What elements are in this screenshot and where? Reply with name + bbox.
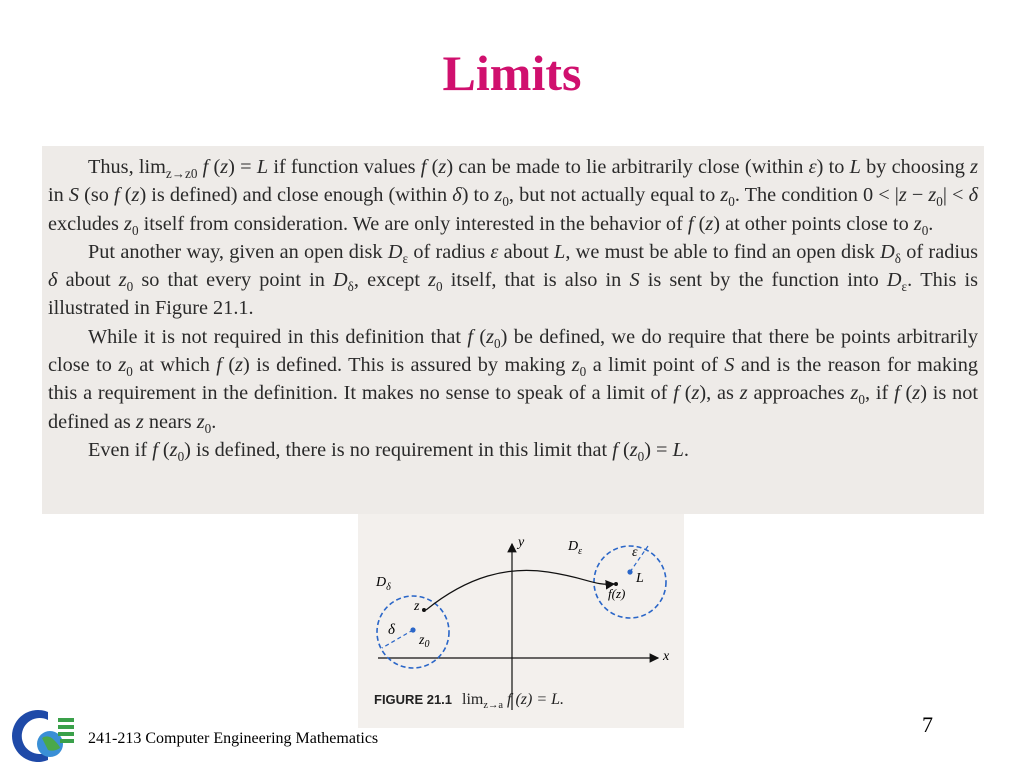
text: . The condition 0 < | <box>734 184 899 207</box>
text: ) = <box>228 156 257 178</box>
math-symbol: f <box>202 156 209 178</box>
text: a limit point of <box>586 354 725 377</box>
math-symbol: L <box>256 156 269 178</box>
subscript: 0 <box>637 449 645 465</box>
page-number: 7 <box>922 712 933 737</box>
math-symbol: f <box>673 382 679 405</box>
text: ) is defined, there is no requirement in this limit that <box>184 438 613 461</box>
text: ( <box>119 184 132 207</box>
slide-title: Limits <box>442 45 582 101</box>
math-symbol: z <box>196 410 205 433</box>
text: ) be defined, we do require that there be points arbitrarily close to <box>48 325 978 377</box>
math-symbol: z <box>428 269 437 292</box>
math-symbol: S <box>629 269 640 292</box>
text: in <box>48 184 69 207</box>
math-symbol: z <box>912 382 921 405</box>
text: , but not actually equal to <box>508 184 721 207</box>
text: ( <box>157 438 170 461</box>
text: ) at other points close to <box>713 212 914 235</box>
text: is sent by the function into <box>639 269 887 292</box>
text: Thus, lim <box>88 156 166 178</box>
d-epsilon-label: $D_\varepsilon$ <box>568 539 583 557</box>
subscript: 0 <box>502 194 509 210</box>
caption-formula: f (z) = L. <box>503 691 565 708</box>
text: ( <box>472 325 487 348</box>
paragraph-no-requirement <box>48 436 978 464</box>
text: ( <box>678 382 692 405</box>
math-symbol: δ <box>452 184 462 207</box>
disk-d-epsilon <box>594 546 666 618</box>
math-symbol: z <box>850 382 859 405</box>
text: , except <box>353 269 429 292</box>
math-symbol: z <box>169 438 178 461</box>
subscript: 0 <box>494 335 501 351</box>
text: . This is illustrated in Figure 21.1. <box>48 269 979 320</box>
math-symbol: S <box>724 354 735 377</box>
text: − <box>906 184 929 207</box>
text: ) can be made to lie arbitrarily close (within <box>446 156 809 178</box>
subscript: 0 <box>177 449 185 465</box>
text: . <box>928 212 934 235</box>
subscript: 0 <box>436 279 443 295</box>
text: ( <box>221 354 236 377</box>
subscript: 0 <box>936 194 943 210</box>
math-symbol: z <box>135 410 144 433</box>
math-symbol: z <box>131 184 140 207</box>
math-symbol: S <box>68 184 80 207</box>
text: , if <box>864 382 895 405</box>
subscript: 0 <box>204 420 212 436</box>
subscript: 0 <box>858 392 865 408</box>
math-symbol: z <box>913 212 922 235</box>
math-symbol: z <box>124 212 132 235</box>
math-symbol: D <box>886 269 902 292</box>
text: about <box>498 240 555 263</box>
x-axis-label: x <box>663 649 670 664</box>
z-label: z <box>414 599 420 614</box>
text: of radius <box>900 240 979 263</box>
text: ) = <box>644 438 673 461</box>
scanned-text-block <box>42 146 984 514</box>
subscript: 0 <box>921 222 929 238</box>
text: ( <box>208 156 221 178</box>
math-symbol: ε <box>490 240 499 263</box>
math-symbol: δ <box>968 184 979 207</box>
math-symbol: z <box>235 354 244 377</box>
epsilon-symbol: ε <box>632 545 638 560</box>
d-delta-label: $D_\delta$ <box>376 575 391 593</box>
caption-subscript: z→a <box>483 700 503 712</box>
math-symbol: z <box>118 354 127 377</box>
math-symbol: f <box>114 184 120 207</box>
math-symbol: f <box>467 325 473 348</box>
text: if function values <box>268 156 421 178</box>
text: ), as <box>699 382 740 405</box>
math-symbol: D <box>333 269 348 292</box>
figure-caption <box>374 691 565 712</box>
text: and is the reason for making this a requirement in the definition. It makes no sense to speak of a limit of <box>48 354 978 405</box>
paragraph-defined-requirement <box>48 323 978 436</box>
math-symbol: L <box>849 156 861 178</box>
math-symbol: f <box>894 382 900 405</box>
subscript: 0 <box>728 194 735 210</box>
text: ( <box>899 382 913 405</box>
subscript: ε <box>901 279 908 295</box>
text: ( <box>426 156 439 178</box>
math-symbol: z <box>691 382 700 405</box>
text: ( <box>617 438 630 461</box>
text: so that every point in <box>133 269 333 292</box>
math-symbol: f <box>216 354 222 377</box>
math-symbol: z <box>486 325 494 348</box>
text: (so <box>79 184 115 207</box>
delta-radius <box>382 630 413 648</box>
math-symbol: z <box>970 156 979 178</box>
paragraph-limit-definition <box>48 153 978 238</box>
text: While it is not required in this definition that <box>88 325 468 348</box>
math-symbol: δ <box>48 269 58 292</box>
text: approaches <box>747 382 851 405</box>
math-symbol: z <box>928 184 937 207</box>
math-symbol: z <box>118 269 127 292</box>
subscript: δ <box>347 279 354 295</box>
text: about <box>57 269 119 292</box>
z0-label: $z_0$ <box>419 633 430 650</box>
text: of radius <box>408 240 491 263</box>
text: . <box>683 438 689 461</box>
math-symbol: z <box>720 184 729 207</box>
math-symbol: D <box>880 240 895 263</box>
delta-symbol: δ <box>388 622 395 638</box>
math-symbol: f <box>612 438 618 461</box>
math-symbol: f <box>420 156 427 178</box>
text: . <box>211 410 217 433</box>
text: at which <box>132 354 217 377</box>
mapping-arrow <box>426 570 614 610</box>
caption-lim: lim <box>462 691 484 708</box>
text: ) is defined) and close enough (within <box>139 184 453 207</box>
university-logo-icon <box>8 708 78 764</box>
text: by choosing <box>860 156 971 178</box>
text: ) to <box>816 156 850 178</box>
subscript: 0 <box>126 364 133 380</box>
subscript: 0 <box>126 279 134 295</box>
math-symbol: z <box>220 156 229 178</box>
text: ) is not defined as <box>48 382 979 433</box>
math-symbol: D <box>387 240 403 263</box>
fz-label: f(z) <box>608 586 626 601</box>
math-symbol: z <box>739 382 748 405</box>
text: , we must be able to find an open disk <box>565 240 881 263</box>
subscript: δ <box>894 250 901 266</box>
paragraph-disks <box>48 238 978 323</box>
text: itself, that is also in <box>442 269 630 292</box>
math-symbol: ε <box>808 156 817 178</box>
math-symbol: z <box>898 184 907 207</box>
text: | < <box>942 184 969 207</box>
z-point <box>422 608 426 612</box>
L-label: L <box>636 571 644 586</box>
subscript: 0 <box>579 364 587 380</box>
subscript: z→z <box>165 166 191 182</box>
subscript: ε <box>402 250 409 266</box>
text: nears <box>143 410 197 433</box>
math-symbol: L <box>554 240 566 263</box>
math-symbol: z <box>629 438 638 461</box>
math-symbol: z <box>705 212 714 235</box>
text: excludes <box>48 212 125 235</box>
math-symbol: f <box>687 212 694 235</box>
math-symbol: L <box>672 438 684 461</box>
z0-point <box>410 627 415 632</box>
figure-label: FIGURE 21.1 <box>374 692 453 707</box>
subscript: 0 <box>190 166 198 182</box>
text: ) is defined. This is assured by making <box>243 354 572 377</box>
course-footer: 241-213 Computer Engineering Mathematics <box>88 730 379 747</box>
L-point <box>627 569 632 574</box>
text: Even if <box>88 438 153 461</box>
figure-21-1 <box>358 514 684 728</box>
math-symbol: f <box>152 438 158 461</box>
y-axis-label: y <box>518 535 525 550</box>
text: Put another way, given an open disk <box>88 240 388 263</box>
text: itself from consideration. We are only interested in the behavior of <box>138 212 688 235</box>
math-symbol: z <box>438 156 447 178</box>
text: ( <box>693 212 706 235</box>
subscript: 0 <box>131 222 139 238</box>
text: ) to <box>461 184 495 207</box>
math-symbol: z <box>494 184 503 207</box>
math-symbol: z <box>571 354 580 377</box>
